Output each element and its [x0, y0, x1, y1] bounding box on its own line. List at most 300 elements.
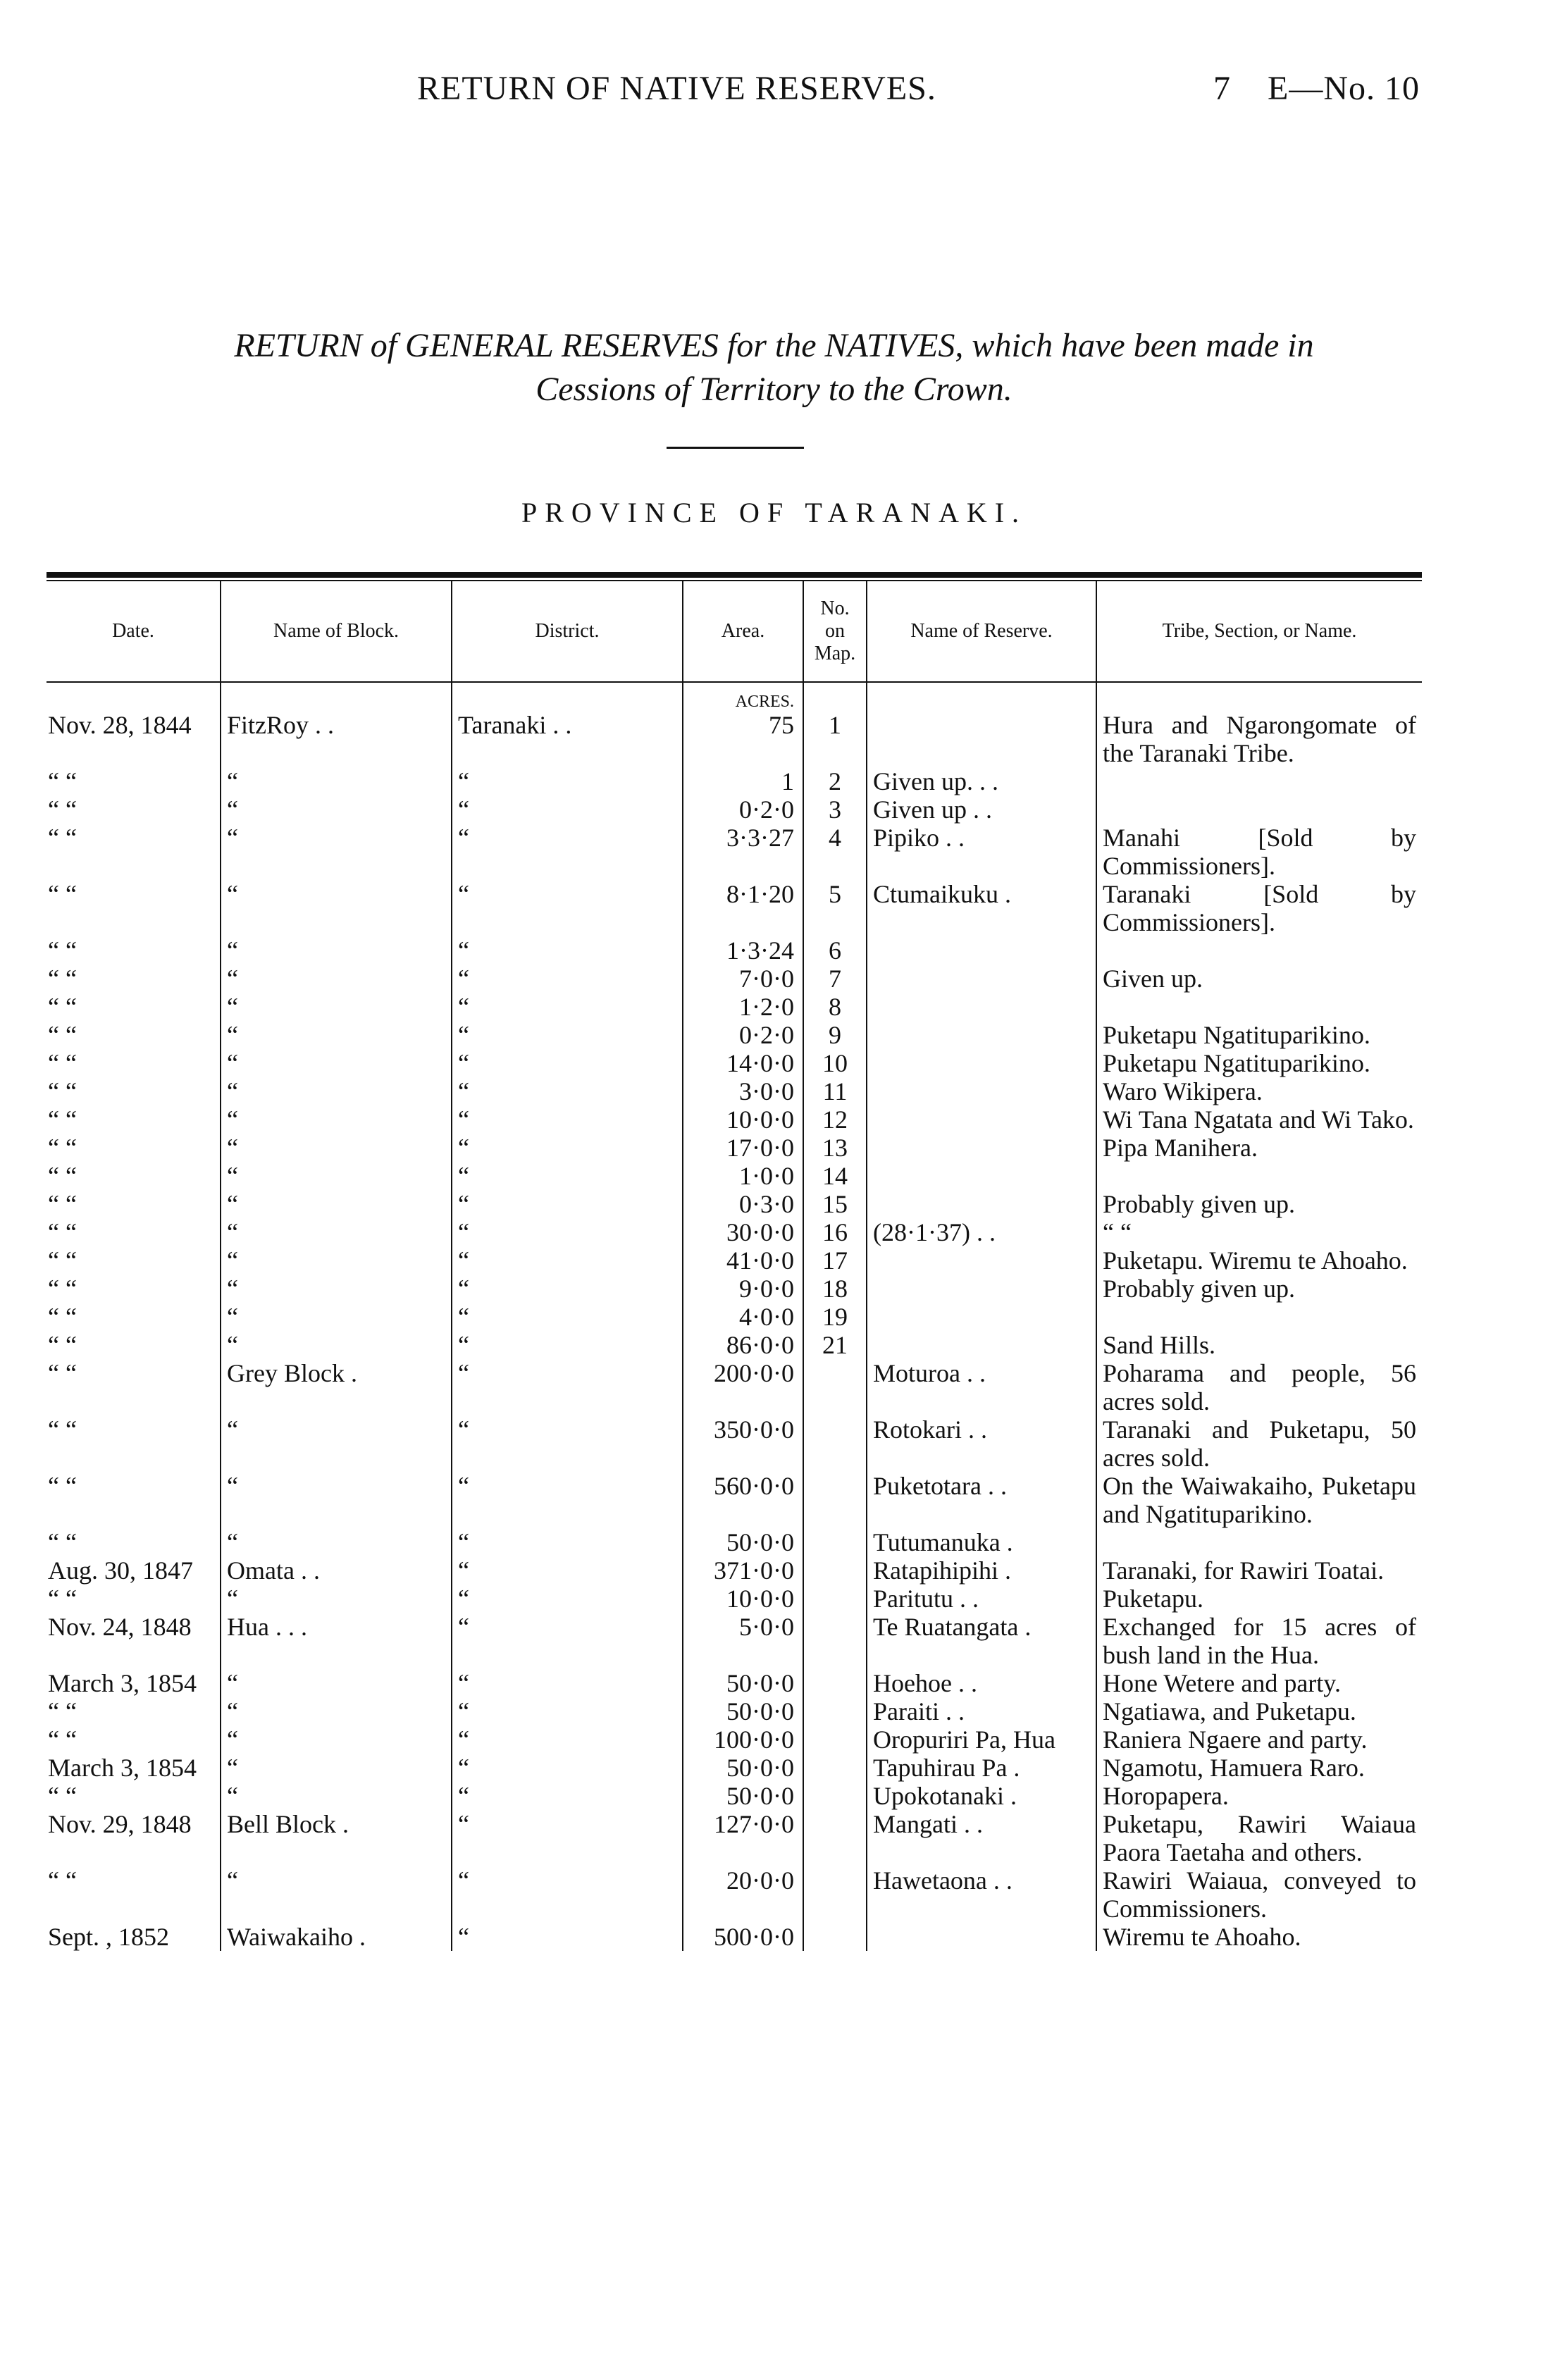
row-date: “ “: [48, 1782, 77, 1810]
row-map: 3: [803, 795, 867, 824]
row-district: “: [452, 1077, 683, 1105]
row-reserve: Given up . .: [867, 795, 1096, 824]
row-tribe: “ “: [1096, 1218, 1422, 1246]
row-district: “: [452, 1754, 683, 1782]
table-row: [47, 1866, 1422, 1923]
row-tribe: Puketapu Ngatituparikino.: [1096, 1049, 1422, 1077]
row-date: “ “: [48, 795, 77, 824]
row-map: [803, 1472, 867, 1528]
table-row: [47, 1556, 1422, 1585]
table-row: [47, 1331, 1422, 1359]
row-map: 11: [803, 1077, 867, 1105]
row-district: “: [452, 1585, 683, 1613]
row-area: 7·0·0: [683, 965, 803, 993]
row-block: Grey Block .: [221, 1359, 452, 1415]
row-block: “: [221, 1585, 452, 1613]
row-area: 127·0·0: [683, 1810, 803, 1866]
row-reserve: Hoehoe . .: [867, 1669, 1096, 1697]
row-area: 371·0·0: [683, 1556, 803, 1585]
row-area: 17·0·0: [683, 1134, 803, 1162]
row-tribe: Raniera Ngaere and party.: [1096, 1725, 1422, 1754]
row-area: 50·0·0: [683, 1754, 803, 1782]
area-unit-label: ACRES.: [683, 682, 803, 711]
row-area: 30·0·0: [683, 1218, 803, 1246]
row-tribe: Given up.: [1096, 965, 1422, 993]
row-block: “: [221, 1218, 452, 1246]
table-row: [47, 1077, 1422, 1105]
row-tribe: [1096, 1528, 1422, 1556]
row-tribe: [1096, 1162, 1422, 1190]
row-date: “ “: [48, 1077, 77, 1105]
row-block: “: [221, 1077, 452, 1105]
row-tribe: Pipa Manihera.: [1096, 1134, 1422, 1162]
row-map: 6: [803, 936, 867, 965]
row-map: 8: [803, 993, 867, 1021]
row-area: 1: [683, 767, 803, 795]
table-row: [47, 1218, 1422, 1246]
row-area: 1·0·0: [683, 1162, 803, 1190]
row-area: 41·0·0: [683, 1246, 803, 1275]
row-map: 7: [803, 965, 867, 993]
paper-number: E—No. 10: [1268, 70, 1420, 107]
row-area: 1·3·24: [683, 936, 803, 965]
row-block: “: [221, 965, 452, 993]
row-reserve: [867, 1077, 1096, 1105]
row-reserve: [867, 1162, 1096, 1190]
row-date: “ “: [48, 1331, 77, 1359]
row-map: 19: [803, 1303, 867, 1331]
row-date: “ “: [48, 1528, 77, 1556]
table-row: [47, 936, 1422, 965]
row-area: 9·0·0: [683, 1275, 803, 1303]
table-row: [47, 795, 1422, 824]
row-date: “ “: [48, 1049, 77, 1077]
row-tribe: Wiremu te Ahoaho.: [1096, 1923, 1422, 1951]
row-date: “ “: [48, 1359, 77, 1387]
row-date: “ “: [48, 767, 77, 795]
row-area: 14·0·0: [683, 1049, 803, 1077]
row-district: “: [452, 965, 683, 993]
row-reserve: [867, 1134, 1096, 1162]
row-area: 350·0·0: [683, 1415, 803, 1472]
table-row: [47, 880, 1422, 936]
running-head: [0, 69, 1548, 118]
row-block: “: [221, 767, 452, 795]
table-row: [47, 711, 1422, 767]
row-area: 0·2·0: [683, 1021, 803, 1049]
table-row: [47, 1190, 1422, 1218]
row-district: “: [452, 880, 683, 936]
row-reserve: Tutumanuka .: [867, 1528, 1096, 1556]
row-district: “: [452, 1923, 683, 1951]
row-reserve: [867, 1049, 1096, 1077]
row-map: 18: [803, 1275, 867, 1303]
row-map: [803, 1866, 867, 1923]
row-reserve: Mangati . .: [867, 1810, 1096, 1866]
table-row: [47, 1585, 1422, 1613]
row-map: [803, 1754, 867, 1782]
row-tribe: Puketapu Ngatituparikino.: [1096, 1021, 1422, 1049]
row-reserve: Pipiko . .: [867, 824, 1096, 880]
row-reserve: [867, 1105, 1096, 1134]
row-map: [803, 1556, 867, 1585]
row-tribe: Puketapu. Wiremu te Ahoaho.: [1096, 1246, 1422, 1275]
table-row: [47, 1359, 1422, 1415]
row-area: 50·0·0: [683, 1669, 803, 1697]
row-map: [803, 1415, 867, 1472]
row-tribe: Taranaki and Puketapu, 50 acres sold.: [1096, 1415, 1422, 1472]
row-date: March 3, 1854: [48, 1669, 197, 1697]
row-tribe: Puketapu, Rawiri Waiaua Paora Taetaha and others.: [1096, 1810, 1422, 1866]
row-tribe: Taranaki [Sold by Commissioners].: [1096, 880, 1422, 936]
row-district: “: [452, 1246, 683, 1275]
row-block: “: [221, 1246, 452, 1275]
table-row: [47, 1725, 1422, 1754]
row-date: Sept. , 1852: [48, 1923, 170, 1951]
row-tribe: Taranaki, for Rawiri Toatai.: [1096, 1556, 1422, 1585]
row-block: “: [221, 1021, 452, 1049]
table-row: [47, 1246, 1422, 1275]
row-block: “: [221, 1331, 452, 1359]
reserves-table-container: [47, 572, 1422, 1951]
row-area: 200·0·0: [683, 1359, 803, 1415]
row-district: “: [452, 1556, 683, 1585]
row-map: 21: [803, 1331, 867, 1359]
row-map: 2: [803, 767, 867, 795]
row-area: 86·0·0: [683, 1331, 803, 1359]
row-block: “: [221, 993, 452, 1021]
row-date: “ “: [48, 936, 77, 965]
row-tribe: Waro Wikipera.: [1096, 1077, 1422, 1105]
row-date: Aug. 30, 1847: [48, 1556, 193, 1585]
table-top-rule: [47, 572, 1422, 578]
row-reserve: [867, 1331, 1096, 1359]
row-date: “ “: [48, 824, 77, 852]
row-area: 10·0·0: [683, 1585, 803, 1613]
row-district: “: [452, 767, 683, 795]
table-row: [47, 767, 1422, 795]
row-area: 50·0·0: [683, 1782, 803, 1810]
row-map: 5: [803, 880, 867, 936]
row-block: “: [221, 1134, 452, 1162]
row-district: “: [452, 1866, 683, 1923]
row-district: “: [452, 1331, 683, 1359]
row-area: 8·1·20: [683, 880, 803, 936]
row-district: “: [452, 1218, 683, 1246]
row-map: 17: [803, 1246, 867, 1275]
column-header-district: District.: [452, 581, 683, 682]
row-reserve: Rotokari . .: [867, 1415, 1096, 1472]
row-area: 50·0·0: [683, 1697, 803, 1725]
row-block: “: [221, 1754, 452, 1782]
row-area: 20·0·0: [683, 1866, 803, 1923]
row-block: “: [221, 1528, 452, 1556]
document-title: [42, 324, 1506, 411]
row-tribe: [1096, 1303, 1422, 1331]
row-tribe: Hura and Ngarongomate of the Taranaki Tribe.: [1096, 711, 1422, 767]
row-date: March 3, 1854: [48, 1754, 197, 1782]
row-block: “: [221, 1725, 452, 1754]
column-header-date: Date.: [47, 581, 221, 682]
row-reserve: Oropuriri Pa, Hua: [867, 1725, 1096, 1754]
row-reserve: [867, 711, 1096, 767]
table-row: [47, 1669, 1422, 1697]
row-block: “: [221, 880, 452, 936]
row-district: “: [452, 1810, 683, 1866]
table-row: [47, 1105, 1422, 1134]
row-district: “: [452, 795, 683, 824]
row-reserve: Te Ruatangata .: [867, 1613, 1096, 1669]
row-district: “: [452, 1697, 683, 1725]
row-map: 16: [803, 1218, 867, 1246]
row-map: [803, 1810, 867, 1866]
row-area: 4·0·0: [683, 1303, 803, 1331]
row-district: “: [452, 1134, 683, 1162]
row-tribe: Poharama and people, 56 acres sold.: [1096, 1359, 1422, 1415]
table-row: [47, 965, 1422, 993]
row-map: [803, 1528, 867, 1556]
row-district: “: [452, 1190, 683, 1218]
row-district: “: [452, 1725, 683, 1754]
row-reserve: Upokotanaki .: [867, 1782, 1096, 1810]
row-map: [803, 1923, 867, 1951]
row-date: “ “: [48, 1246, 77, 1275]
row-tribe: Sand Hills.: [1096, 1331, 1422, 1359]
row-tribe: Probably given up.: [1096, 1275, 1422, 1303]
table-body: [47, 682, 1422, 1951]
row-block: “: [221, 1472, 452, 1528]
row-map: 15: [803, 1190, 867, 1218]
row-district: “: [452, 993, 683, 1021]
row-date: “ “: [48, 1472, 77, 1500]
row-map: 4: [803, 824, 867, 880]
table-row: [47, 1782, 1422, 1810]
column-header-area: Area.: [683, 581, 803, 682]
row-date: “ “: [48, 993, 77, 1021]
row-block: Bell Block .: [221, 1810, 452, 1866]
row-date: “ “: [48, 1190, 77, 1218]
row-date: “ “: [48, 1162, 77, 1190]
row-date: “ “: [48, 880, 77, 908]
table-row: [47, 1275, 1422, 1303]
row-tribe: Rawiri Waiaua, conveyed to Commissioners.: [1096, 1866, 1422, 1923]
row-block: “: [221, 1105, 452, 1134]
row-reserve: (28·1·37) . .: [867, 1218, 1096, 1246]
row-district: “: [452, 1359, 683, 1415]
row-district: “: [452, 1472, 683, 1528]
reserves-table: [47, 581, 1422, 1951]
row-area: 0·2·0: [683, 795, 803, 824]
title-divider: [667, 447, 804, 449]
row-date: Nov. 24, 1848: [48, 1613, 192, 1641]
row-map: [803, 1725, 867, 1754]
row-reserve: [867, 1275, 1096, 1303]
row-block: Hua . . .: [221, 1613, 452, 1669]
units-row: [47, 682, 1422, 711]
row-block: “: [221, 1049, 452, 1077]
table-row: [47, 1528, 1422, 1556]
column-header-map: No. on Map.: [803, 581, 867, 682]
row-reserve: Ctumaikuku .: [867, 880, 1096, 936]
row-block: “: [221, 1162, 452, 1190]
row-tribe: [1096, 936, 1422, 965]
row-map: [803, 1669, 867, 1697]
row-block: “: [221, 1697, 452, 1725]
row-map: [803, 1359, 867, 1415]
row-district: “: [452, 1275, 683, 1303]
row-block: “: [221, 1415, 452, 1472]
document-title-line-1: RETURN of GENERAL RESERVES for the NATIVES, which have been made in: [234, 327, 1314, 364]
row-date: “ “: [48, 1134, 77, 1162]
row-block: Waiwakaiho .: [221, 1923, 452, 1951]
row-tribe: Manahi [Sold by Commissioners].: [1096, 824, 1422, 880]
row-date: “ “: [48, 1105, 77, 1134]
row-date: Nov. 28, 1844: [48, 711, 192, 739]
row-tribe: Ngatiawa, and Puketapu.: [1096, 1697, 1422, 1725]
row-district: “: [452, 1528, 683, 1556]
row-reserve: Paraiti . .: [867, 1697, 1096, 1725]
column-header-reserve: Name of Reserve.: [867, 581, 1096, 682]
row-tribe: Wi Tana Ngatata and Wi Tako.: [1096, 1105, 1422, 1134]
row-tribe: On the Waiwakaiho, Puketapu and Ngatituparikino.: [1096, 1472, 1422, 1528]
table-row: [47, 1415, 1422, 1472]
row-area: 560·0·0: [683, 1472, 803, 1528]
row-tribe: [1096, 795, 1422, 824]
page-number: 7: [1213, 70, 1231, 107]
row-date: “ “: [48, 1725, 77, 1754]
row-block: “: [221, 1275, 452, 1303]
row-map: 10: [803, 1049, 867, 1077]
row-date: “ “: [48, 1218, 77, 1246]
row-date: “ “: [48, 1021, 77, 1049]
document-title-line-2: Cessions of Territory to the Crown.: [535, 371, 1013, 408]
row-reserve: Ratapihipihi .: [867, 1556, 1096, 1585]
row-area: 75: [683, 711, 803, 767]
row-date: “ “: [48, 965, 77, 993]
row-tribe: Hone Wetere and party.: [1096, 1669, 1422, 1697]
row-area: 3·3·27: [683, 824, 803, 880]
table-row: [47, 1754, 1422, 1782]
row-date: “ “: [48, 1697, 77, 1725]
row-tribe: Exchanged for 15 acres of bush land in the Hua.: [1096, 1613, 1422, 1669]
table-header-row: [47, 581, 1422, 682]
row-district: “: [452, 1415, 683, 1472]
row-map: 12: [803, 1105, 867, 1134]
row-block: “: [221, 1866, 452, 1923]
row-reserve: [867, 1021, 1096, 1049]
row-tribe: Probably given up.: [1096, 1190, 1422, 1218]
row-block: “: [221, 824, 452, 880]
row-reserve: [867, 1190, 1096, 1218]
row-reserve: Moturoa . .: [867, 1359, 1096, 1415]
row-date: “ “: [48, 1303, 77, 1331]
row-date: “ “: [48, 1866, 77, 1895]
row-district: “: [452, 936, 683, 965]
table-row: [47, 1810, 1422, 1866]
table-row: [47, 824, 1422, 880]
row-district: “: [452, 1669, 683, 1697]
table-row: [47, 1303, 1422, 1331]
row-reserve: Paritutu . .: [867, 1585, 1096, 1613]
row-district: “: [452, 1162, 683, 1190]
running-head-title: RETURN OF NATIVE RESERVES.: [417, 70, 936, 107]
row-block: “: [221, 1782, 452, 1810]
table-row: [47, 1162, 1422, 1190]
row-map: [803, 1782, 867, 1810]
row-area: 0·3·0: [683, 1190, 803, 1218]
row-date: “ “: [48, 1585, 77, 1613]
row-area: 10·0·0: [683, 1105, 803, 1134]
row-tribe: Horopapera.: [1096, 1782, 1422, 1810]
row-reserve: Hawetaona . .: [867, 1866, 1096, 1923]
row-tribe: Puketapu.: [1096, 1585, 1422, 1613]
row-map: [803, 1585, 867, 1613]
column-header-tribe: Tribe, Section, or Name.: [1096, 581, 1422, 682]
row-block: “: [221, 1669, 452, 1697]
row-tribe: [1096, 993, 1422, 1021]
row-district: “: [452, 824, 683, 880]
row-map: 13: [803, 1134, 867, 1162]
table-row: [47, 1021, 1422, 1049]
row-block: Omata . .: [221, 1556, 452, 1585]
row-tribe: Ngamotu, Hamuera Raro.: [1096, 1754, 1422, 1782]
column-header-block: Name of Block.: [221, 581, 452, 682]
row-district: “: [452, 1049, 683, 1077]
table-row: [47, 1923, 1422, 1951]
row-map: 9: [803, 1021, 867, 1049]
row-reserve: [867, 1923, 1096, 1951]
row-reserve: [867, 1303, 1096, 1331]
row-district: “: [452, 1105, 683, 1134]
table-row: [47, 1472, 1422, 1528]
row-map: 1: [803, 711, 867, 767]
row-tribe: [1096, 767, 1422, 795]
row-reserve: Puketotara . .: [867, 1472, 1096, 1528]
row-area: 500·0·0: [683, 1923, 803, 1951]
row-map: [803, 1697, 867, 1725]
row-district: “: [452, 1021, 683, 1049]
row-district: “: [452, 1303, 683, 1331]
row-district: “: [452, 1613, 683, 1669]
row-reserve: [867, 965, 1096, 993]
row-reserve: Given up. . .: [867, 767, 1096, 795]
row-reserve: [867, 936, 1096, 965]
table-row: [47, 1049, 1422, 1077]
row-area: 1·2·0: [683, 993, 803, 1021]
row-district: “: [452, 1782, 683, 1810]
row-block: FitzRoy . .: [221, 711, 452, 767]
row-date: Nov. 29, 1848: [48, 1810, 192, 1838]
row-map: 14: [803, 1162, 867, 1190]
table-row: [47, 1613, 1422, 1669]
row-area: 5·0·0: [683, 1613, 803, 1669]
table-row: [47, 993, 1422, 1021]
row-reserve: Tapuhirau Pa .: [867, 1754, 1096, 1782]
row-block: “: [221, 1303, 452, 1331]
province-heading: PROVINCE OF TARANAKI.: [521, 497, 1027, 528]
row-block: “: [221, 1190, 452, 1218]
row-area: 3·0·0: [683, 1077, 803, 1105]
row-area: 50·0·0: [683, 1528, 803, 1556]
row-block: “: [221, 795, 452, 824]
row-date: “ “: [48, 1415, 77, 1444]
row-district: Taranaki . .: [452, 711, 683, 767]
row-map: [803, 1613, 867, 1669]
table-row: [47, 1134, 1422, 1162]
row-reserve: [867, 993, 1096, 1021]
row-block: “: [221, 936, 452, 965]
table-row: [47, 1697, 1422, 1725]
